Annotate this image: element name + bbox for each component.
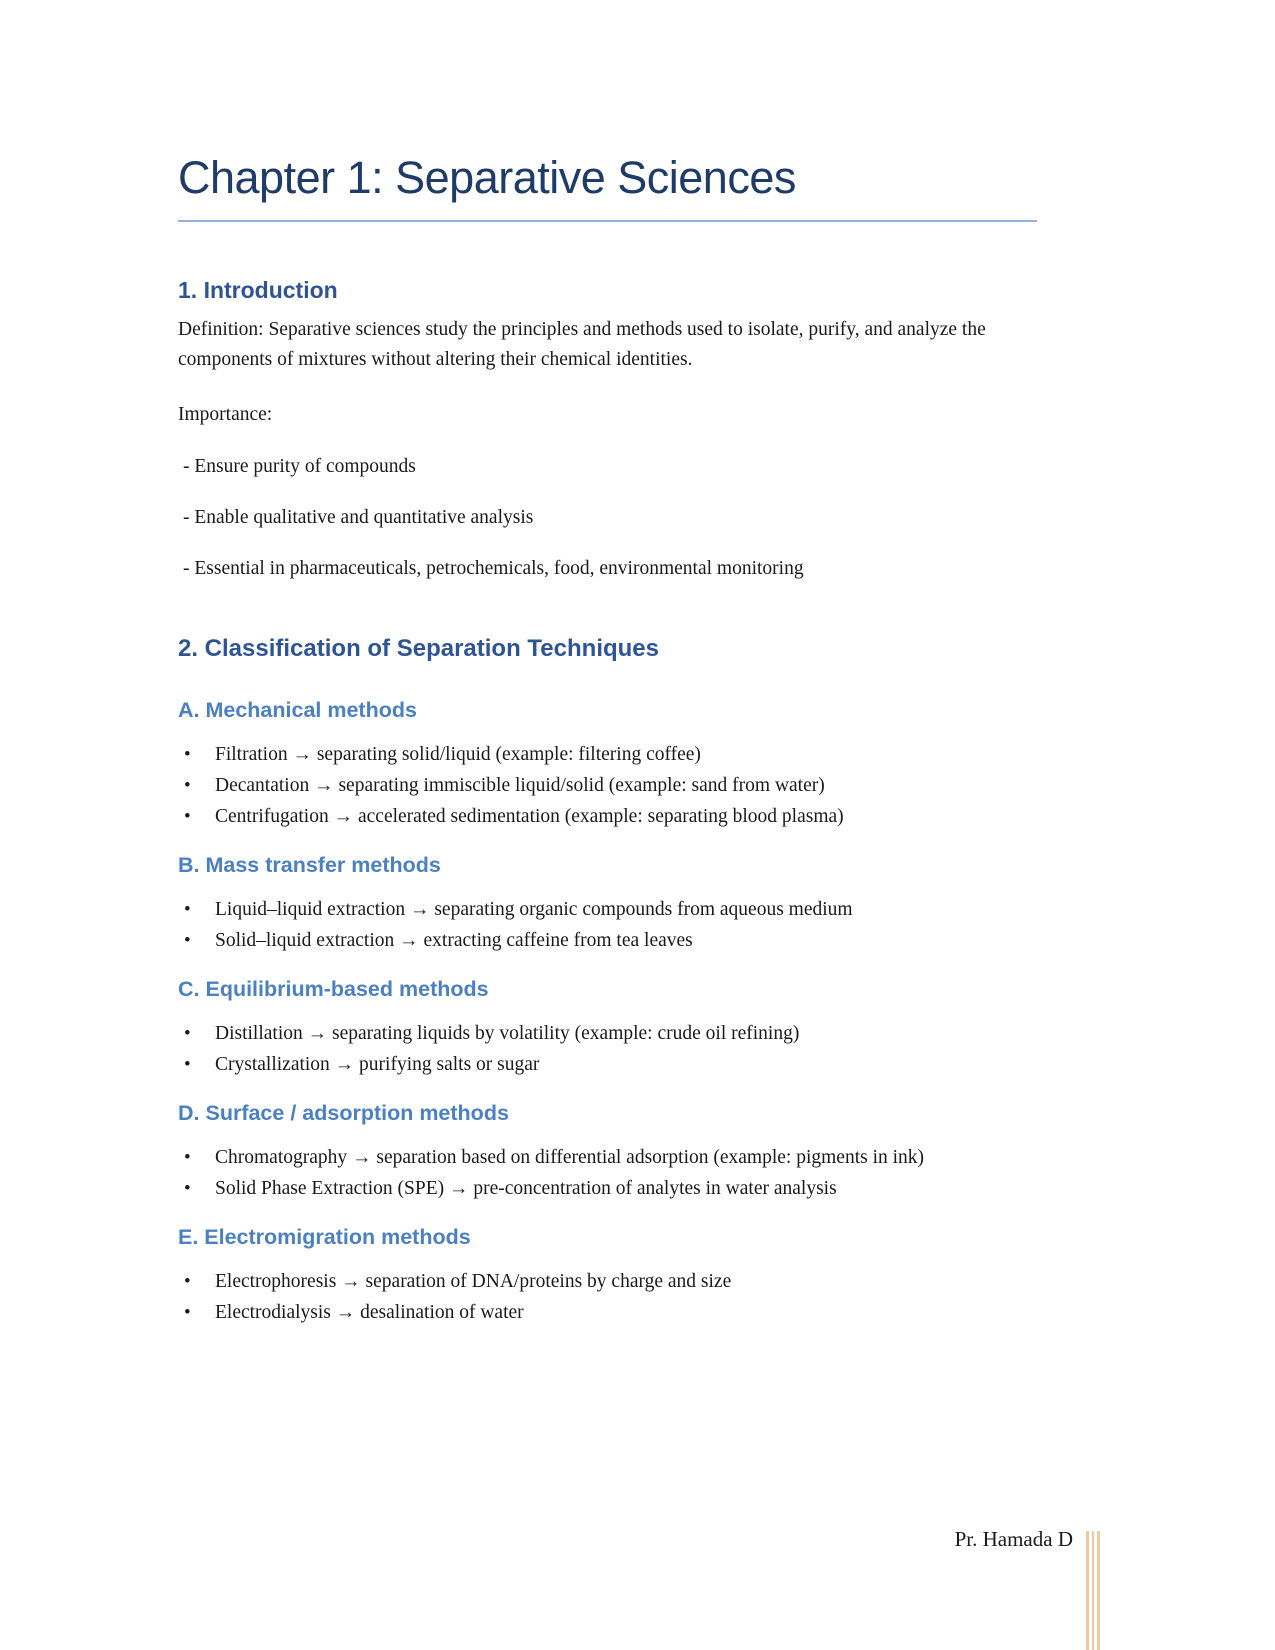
importance-item: - Essential in pharmaceuticals, petrochemicals, food, environmental monitoring bbox=[183, 558, 804, 579]
list-item: • Electrophoresis → separation of DNA/proteins by charge and size bbox=[178, 1266, 995, 1297]
footer-vertical-line bbox=[1097, 1531, 1100, 1650]
footer-vertical-line bbox=[1092, 1531, 1095, 1650]
importance-item: - Ensure purity of compounds bbox=[183, 456, 416, 477]
subsection-heading-mechanical: A. Mechanical methods bbox=[178, 698, 417, 722]
bullet-list-mass-transfer bbox=[178, 894, 1037, 956]
bullet-list-electromigration bbox=[178, 1266, 1037, 1328]
list-item: • Crystallization → purifying salts or sugar bbox=[178, 1049, 995, 1080]
importance-item: - Enable qualitative and quantitative analysis bbox=[183, 507, 534, 528]
footer-decoration-lines bbox=[1086, 1531, 1100, 1650]
list-item: • Solid Phase Extraction (SPE) → pre-concentration of analytes in water analysis bbox=[178, 1173, 995, 1204]
bullet-list-equilibrium bbox=[178, 1018, 1037, 1080]
list-item: • Centrifugation → accelerated sedimentation (example: separating blood plasma) bbox=[178, 801, 995, 832]
list-item: • Solid–liquid extraction → extracting caffeine from tea leaves bbox=[178, 925, 995, 956]
bullet-list-surface-adsorption bbox=[178, 1142, 1037, 1204]
list-item: • Chromatography → separation based on differential adsorption (example: pigments in ink) bbox=[178, 1142, 995, 1173]
subsection-heading-electromigration: E. Electromigration methods bbox=[178, 1225, 471, 1249]
document-title: Chapter 1: Separative Sciences bbox=[178, 150, 1037, 222]
list-item: • Filtration → separating solid/liquid (example: filtering coffee) bbox=[178, 739, 995, 770]
list-item: • Electrodialysis → desalination of water bbox=[178, 1297, 995, 1328]
section-heading-classification: 2. Classification of Separation Techniques bbox=[178, 635, 659, 662]
footer-vertical-line bbox=[1086, 1531, 1089, 1650]
bullet-list-mechanical bbox=[178, 739, 1037, 832]
list-item: • Liquid–liquid extraction → separating organic compounds from aqueous medium bbox=[178, 894, 995, 925]
subsection-heading-surface-adsorption: D. Surface / adsorption methods bbox=[178, 1101, 509, 1125]
subsection-heading-equilibrium: C. Equilibrium-based methods bbox=[178, 977, 489, 1001]
footer-author: Pr. Hamada D bbox=[954, 1527, 1073, 1551]
list-item: • Decantation → separating immiscible liquid/solid (example: sand from water) bbox=[178, 770, 995, 801]
section-heading-introduction: 1. Introduction bbox=[178, 277, 338, 303]
importance-label: Importance: bbox=[178, 404, 273, 425]
subsection-heading-mass-transfer: B. Mass transfer methods bbox=[178, 853, 441, 877]
definition-paragraph: Definition: Separative sciences study the principles and methods used to isolate, purify, and analyze the components of mixtures without altering their chemical identities. bbox=[178, 319, 986, 370]
list-item: • Distillation → separating liquids by volatility (example: crude oil refining) bbox=[178, 1018, 995, 1049]
